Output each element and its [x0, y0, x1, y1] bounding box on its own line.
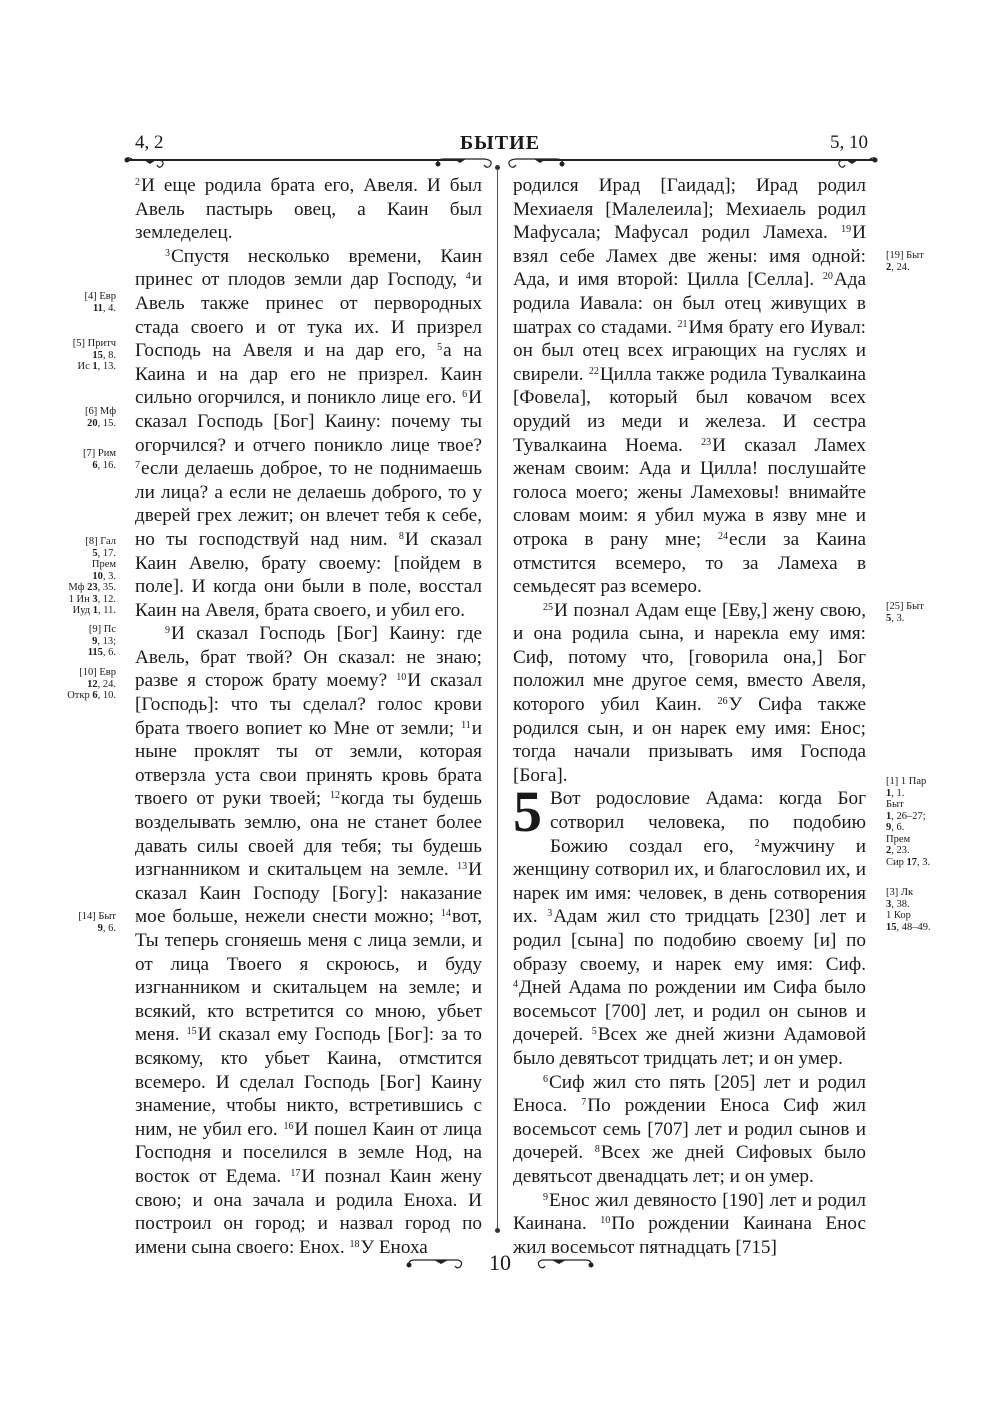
verse-text: У Сифа также родился сын, и он нарек ему имя: Енос; тогда начали призывать имя Господа [Бога]. — [513, 694, 866, 786]
verse-number: 8 — [594, 1144, 600, 1156]
verse-text: И сказал Господь [Бог] Каину: где Авель, брат твой? Он сказал: не знаю; разве я сторож брату моему? — [135, 623, 482, 692]
flourish-ornament-icon — [502, 152, 568, 170]
reference-line: [9] Пс — [88, 624, 116, 635]
verse-number: 10 — [396, 672, 407, 684]
reference-line: 12, 24. — [87, 678, 116, 690]
verse-text: Ада родила Иавала: он был отец живущих в шатрах со стадами. — [513, 269, 866, 338]
margin-reference — [886, 887, 966, 933]
verse-number: 5 — [437, 342, 443, 354]
paragraph — [135, 622, 482, 1259]
reference-line: [6] Мф — [84, 406, 116, 417]
reference-line: Иуд 1, 11. — [72, 605, 116, 616]
margin-reference — [886, 250, 966, 273]
verse-number: 9 — [543, 1191, 548, 1203]
verse-text: И сказал ему Господь [Бог]: за то всякому, кто убьет Каина, отмстится всемеро. И сделал Господь [Бог] Каину знамение, чтобы никто, встретившись с ним, не убил его. — [135, 1024, 482, 1140]
reference-line: [1] 1 Пар — [886, 776, 927, 787]
verse-text: и Авель также принес от первородных стада своего и от тука их. И призрел Господь на Авеля и на дар его, — [135, 269, 482, 362]
reference-line: 20, 15. — [87, 417, 116, 429]
verse-text: И познал Адам еще [Еву,] жену свою, и она родила сына, и нарекла ему имя: Сиф, потому что, [говорила она,] Бог положил мне другое семя, вместо Авеля, которого убил Каин. — [513, 599, 866, 716]
verse-number: 22 — [588, 365, 599, 377]
margin-reference — [36, 667, 116, 702]
verse-number: 18 — [349, 1238, 360, 1250]
paragraph — [135, 245, 482, 623]
verse-number: 15 — [186, 1026, 197, 1038]
reference-line: [3] Лк — [886, 887, 914, 898]
header-rule-left — [128, 159, 458, 161]
chapter-number-dropcap: 5 — [513, 779, 542, 845]
left-text-column — [135, 174, 482, 1259]
verse-number: 19 — [841, 224, 852, 236]
verse-text: Енос жил девяносто [190] лет и родил Каинана. — [513, 1189, 866, 1235]
verse-text: Дней Адама по рождении им Сифа было восемьсот [700] лет, и родил он сынов и дочерей. — [513, 977, 866, 1046]
column-divider-bottom-dot — [495, 1228, 500, 1233]
paragraph — [513, 174, 866, 599]
verse-number: 12 — [329, 790, 340, 802]
verse-number: 17 — [290, 1167, 301, 1179]
margin-reference — [886, 776, 966, 868]
verse-number: 3 — [547, 908, 553, 920]
verse-text: Имя брату его Иувал: он был отец всех играющих на гуслях и свирели. — [513, 316, 866, 385]
verse-number: 7 — [135, 460, 140, 472]
verse-number: 3 — [165, 247, 170, 259]
flourish-ornament-icon — [122, 152, 168, 170]
margin-reference — [36, 338, 116, 373]
reference-line: [8] Гал — [85, 536, 116, 547]
verse-text: И сказал [Господь]: что ты сделал? голос крови брата твоего вопиет ко Мне от земли; — [135, 670, 482, 739]
verse-text: И сказал Каин Авелю, брату своему: [пойдем в поле]. И когда они были в поле, восстал Каин на Авеля, брата своего, и убил его. — [135, 528, 482, 621]
reference-line: [19] Быт — [886, 250, 924, 261]
verse-text: Спустя несколько времени, Каин принес от плодов земли дар Господу, — [135, 245, 482, 291]
verse-text: Всех же дней жизни Адамовой было девятьсот тридцать лет; и он умер. — [513, 1024, 867, 1069]
flourish-ornament-icon — [432, 152, 498, 170]
chapter-5-text — [513, 779, 867, 1259]
verse-number: 14 — [440, 908, 451, 920]
reference-line: 5, 3. — [886, 612, 905, 624]
reference-line: 1 Кор — [886, 910, 911, 921]
margin-reference — [886, 601, 966, 624]
reference-line: Сир 17, 3. — [886, 856, 931, 868]
verse-number: 21 — [677, 318, 688, 330]
chapter-5-section — [513, 779, 867, 1259]
chapter-4-continuation — [513, 174, 866, 787]
verse-text: И взял себе Ламех две жены: имя одной: Ада, и имя второй: Цилла [Селла]. — [513, 222, 866, 291]
verse-number: 5 — [591, 1026, 597, 1038]
verse-number: 7 — [581, 1097, 587, 1109]
verse-text: И познал Каин жену свою; и она зачала и родила Еноха. И построил он город; и назвал город по имени сына своего: Енох. — [135, 1165, 482, 1258]
reference-line: [7] Рим — [83, 448, 116, 459]
column-divider — [497, 170, 498, 1228]
margin-reference — [36, 624, 116, 659]
reference-line: Прем — [886, 833, 911, 845]
flourish-ornament-icon — [834, 152, 880, 170]
margin-reference — [36, 291, 116, 314]
reference-line: 115, 6. — [87, 647, 116, 658]
page-number: 10 — [489, 1250, 511, 1275]
verse-text: Адам жил сто тридцать [230] лет и родил [сына] по подобию своему [и] по образу своему, и нарек ему имя: Сиф. — [513, 906, 866, 975]
verse-number: 16 — [283, 1120, 294, 1132]
verse-number: 6 — [462, 389, 468, 401]
paragraph — [513, 779, 867, 1070]
reference-line: 1, 1. — [886, 787, 905, 799]
header-right-reference: 5, 10 — [830, 132, 868, 153]
footer-flourish-icon — [534, 1256, 596, 1272]
verse-text: и ныне проклят ты от земли, которая отверзла уста свои принять кровь брата твоего от руки твоей; — [135, 717, 482, 810]
header-rule-right — [542, 159, 874, 161]
verse-text: И еще родила брата его, Авеля. И был Авель пастырь овец, а Каин был земледелец. — [135, 175, 482, 244]
verse-number: 2 — [135, 177, 140, 188]
verse-text: родился Ирад [Гаидад]; Ирад родил Мехиаеля [Малелеила]; Мехиаель родил Мафусала; Мафусал родил Ламеха. — [513, 175, 866, 244]
verse-number: 24 — [717, 530, 728, 542]
verse-text: вот, Ты теперь сгоняешь меня с лица земли, и от лица Твоего я скроюсь, и буду изгнанником и скитальцем на земле; и всякий, кто встретится со мною, убьет меня. — [135, 906, 482, 1046]
paragraph — [513, 599, 866, 788]
reference-line: 6, 16. — [92, 459, 116, 471]
reference-line: 10, 3. — [92, 570, 116, 582]
reference-line: 15, 8. — [92, 349, 116, 361]
reference-line: 9, 6. — [886, 822, 905, 833]
reference-line: [14] Быт — [78, 911, 116, 922]
right-text-column — [513, 174, 866, 1259]
reference-line: Откр 6, 10. — [67, 690, 116, 701]
reference-line: 9, 13; — [92, 635, 116, 647]
verse-text: И сказал Ламех женам своим: Ада и Цилла! послушайте голоса моего; жены Ламеховы! внимайте словам моим: я убил мужа в язву мне и отрока в рану мне; — [513, 434, 866, 550]
verse-number: 13 — [457, 861, 468, 873]
reference-line: 9, 6. — [97, 922, 116, 934]
verse-text: Сиф жил сто пять [205] лет и родил Еноса. — [513, 1071, 866, 1117]
verse-number: 8 — [398, 530, 404, 542]
paragraph — [513, 1071, 866, 1189]
margin-reference — [36, 911, 116, 934]
verse-text: если за Каина отмстится всемеро, то за Ламеха в семьдесят раз всемеро. — [513, 528, 866, 598]
verse-text: По рождении Еноса Сиф жил восемьсот семь [707] лет и родил сынов и дочерей. — [513, 1095, 866, 1164]
margin-reference — [36, 448, 116, 471]
reference-line: Ис 1, 13. — [77, 361, 116, 372]
verse-text: И сказал Каин Господу [Богу]: наказание мое больше, нежели снести можно; — [135, 859, 482, 928]
verse-text: Цилла также родила Тувалкаина [Фовела], который был ковачом всех орудий из меди и железа. И сестра Тувалкаина Ноема. — [513, 363, 866, 456]
header-left-reference: 4, 2 — [135, 132, 164, 153]
reference-line: 1 Ин 3, 12. — [68, 593, 116, 605]
reference-line: 15, 48–49. — [886, 921, 931, 933]
verse-number: 25 — [543, 601, 553, 613]
reference-line: 2, 23. — [886, 845, 910, 856]
margin-reference — [36, 406, 116, 429]
verse-number: 20 — [822, 271, 833, 283]
margin-reference — [36, 536, 116, 617]
paragraph — [135, 174, 482, 245]
paragraph — [513, 1189, 866, 1260]
reference-line: [25] Быт — [886, 601, 924, 612]
reference-line: 5, 17. — [92, 547, 116, 559]
verse-number: 4 — [513, 979, 518, 991]
verse-text: У Еноха — [360, 1236, 428, 1258]
verse-number: 11 — [461, 719, 471, 731]
verse-number: 6 — [543, 1073, 548, 1085]
reference-line: 1, 26–27; — [886, 810, 926, 822]
verse-text: когда ты будешь возделывать землю, она не станет более давать силы своей для тебя; ты будешь изгнанником и скитальцем на земле. — [135, 788, 482, 881]
reference-line: Быт — [886, 799, 904, 810]
verse-text: если делаешь доброе, то не поднимаешь ли лица? а если не делаешь доброго, то у дверей грех лежит; он влечет тебя к себе, но ты господствуй над ним. — [135, 458, 482, 550]
verse-number: 4 — [465, 271, 471, 283]
verse-text: По рождении Каинана Енос жил восемьсот пятнадцать [715] — [513, 1213, 866, 1258]
running-title: БЫТИЕ — [459, 132, 541, 154]
verse-text: И пошел Каин от лица Господня и поселился в земле Нод, на восток от Едема. — [135, 1118, 482, 1187]
verse-text: Вот родословие Адама: когда Бог сотворил человека, по подобию Божию создал его, — [550, 788, 866, 857]
reference-line: 2, 24. — [886, 261, 910, 273]
reference-line: [10] Евр — [79, 667, 116, 678]
verse-number: 2 — [754, 837, 760, 849]
verse-text: И сказал Господь [Бог] Каину: почему ты огорчился? и отчего поникло лице твое? — [135, 387, 482, 456]
reference-line: Прем — [91, 559, 116, 570]
verse-number: 23 — [701, 436, 712, 448]
verse-number: 9 — [165, 625, 170, 637]
verse-number: 26 — [717, 696, 728, 708]
reference-line: [4] Евр — [84, 291, 116, 302]
verse-text: Всех же дней Сифовых было девятьсот двенадцать лет; и он умер. — [513, 1142, 866, 1187]
verse-text: мужчину и женщину сотворил их, и благословил их, и нарек им имя: человек, в день сотворения их. — [513, 835, 866, 928]
verse-text: а на Каина и на дар его не призрел. Каин сильно огорчился, и поникло лице его. — [135, 340, 482, 409]
verse-number: 10 — [600, 1215, 611, 1227]
reference-line: 11, 4. — [92, 302, 116, 314]
reference-line: [5] Притч — [72, 338, 116, 349]
reference-line: 3, 38. — [886, 898, 910, 910]
reference-line: Мф 23, 35. — [68, 582, 116, 593]
